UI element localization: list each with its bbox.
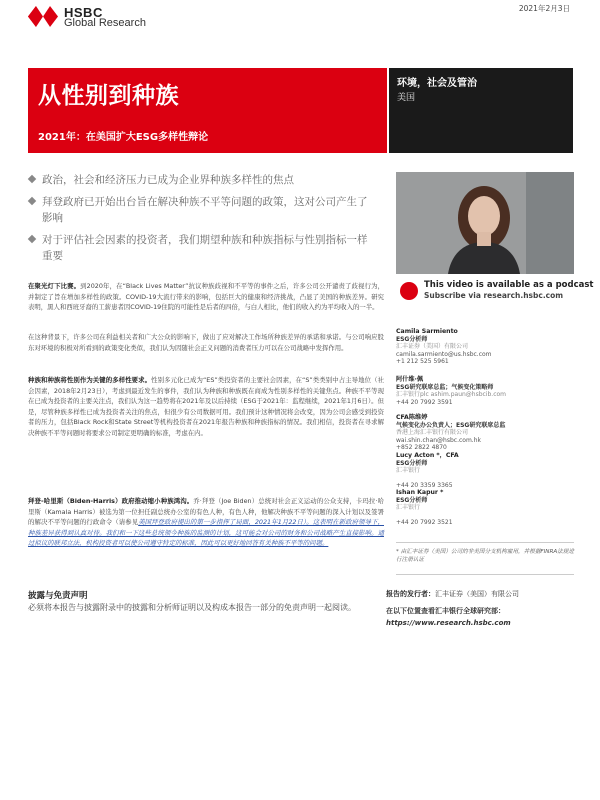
analyst-title: ESG分析师 [396,496,428,504]
divider [396,574,574,575]
paragraph-2: 在这种背景下，许多公司在利益相关者和广大公众的影响下，做出了应对解决工作场所种族差异的承诺和承诺。与公司响应股东对环境的积极对所看到的政策变化类似，我们认为因随社会正义问题的消费者压力可以在公司战略中发挥作用。 [28,333,384,352]
paragraph-1: 在聚光灯下比赛。到2020年，在“Black Lives Matter”抗议种族歧视和不平等的事件之后，许多公司公开谴责了歧视行为，并制定了旨在增加多样性的政策。COVID-19大流行带来的影响，包括巨大的健康和经济挑战，凸显了美国的种族差异。研究表明，黑人和西班牙裔的工薪患者因COVID-19住院的可能性是后者的四倍，与白人相比，他们的收入约为平均收入的一半。 [28,282,384,311]
analyst-firm: 汇丰银行 [396,467,421,475]
paragraph-3: 种族和种族将性别作为关键的多样性要求。性别多元化已成为“ES”类投资者的主要社会因素，在“S”类类别中占主导地位（社会因素，2018年2月23日），考虑到最近发生的事件，我们认为种族和种族既在商成为性别多样性的关键焦点。种族不平等现在已成为投资者的主要关注点，我们认为这一趋势将在2021年及以后持续（ESG于2021年：监程继续，2021年1月6日）。但是，尽管种族多样性已成为投资者关注的焦点，但很少有公司数据可用。我们预计这种情况将会改变，因为公司会感受到投资者的压力，包括Black Rock和State Street等机构投资者在2021年报告种族和种族指标的情况。我们相信，投资者在寻求解决种族不平等问题时将要求公司制定更明确的标准，考虑在内。 [28,376,384,437]
report-title: 从性别到种族 [38,83,179,109]
disclosure-heading: 披露与免责声明 [28,591,88,601]
analyst-card [396,328,576,366]
report-subtitle: 2021年：在美国扩大ESG多样性辩论 [38,132,209,143]
report-date: 2021年2月3日 [518,4,570,13]
diamond-bullet-icon [28,235,36,243]
analyst-title: ESG分析师 [396,459,428,467]
analyst-name: Lucy Acton *，CFA [396,452,459,459]
key-points [28,172,373,270]
analyst-card [396,376,576,406]
research-view-label: 在以下位置查看汇丰银行全球研究部： [386,607,505,615]
analyst-firm: 汇丰证券（美国）有限公司 [396,343,469,351]
analyst-name: CFA陈维婷 [396,414,428,421]
analyst-card [396,489,576,526]
analyst-name: Ishan Kapur * [396,489,444,496]
research-url-link[interactable]: https://www.research.hsbc.com [386,619,511,627]
analyst-name: 阿什维·佩 [396,376,424,383]
key-point: 政治，社会和经济压力已成为企业界种族多样性的焦点 [28,172,373,188]
analyst-title: ESG研究联席总监；气候变化策略师 [396,383,494,391]
analyst-name: Camila Sarmiento [396,328,458,335]
podcast-subscribe-link[interactable]: Subscribe via research.hsbc.com [424,291,564,300]
analyst-title: ESG分析师 [396,335,428,343]
analyst-phone: +1 212 525 5961 [396,358,449,366]
podcast-title: This video is available as a podcast [424,280,594,290]
analyst-phone: +44 20 7992 3591 [396,398,453,406]
brand-name: HSBC [64,5,103,20]
key-point: 拜登政府已开始出台旨在解决种族不平等问题的政策，这对公司产生了影响 [28,194,373,226]
diamond-bullet-icon [28,197,36,205]
podcast-icon [400,282,418,300]
diamond-bullet-icon [28,175,36,183]
footnote: * 由汇丰证券（美国）公司的非美国分支机构雇用，并根据FINRA法规进行注册认证 [396,549,574,563]
analyst-email[interactable]: wai.shin.chan@hsbc.com.hk [396,436,481,444]
issuer-value: 汇丰证券（美国）有限公司 [435,590,519,598]
analyst-firm: 香港上海汇丰银行有限公司 [396,429,469,437]
paragraph-heading: 拜登-哈里斯（Biden-Harris）政府推动缩小种族鸿沟。 [28,497,194,505]
disclosure-text: 必须将本报告与披露附录中的披露和分析师证明以及构成本报告一部分的免责声明一起阅读。 [28,603,356,612]
paragraph-heading: 种族和种族将性别作为关键的多样性要求。 [28,376,152,384]
analyst-firm[interactable]: 汇丰银行plc ashim.paun@hsbcib.com [396,391,507,399]
report-link[interactable]: 美国拜登政府提出的第一步指挥了局面，2021年1月22日）。这表明在新政府领导下，种族差异获得到认真对待。我们和一下这些总统领今种族的监测的计划，这可能会对公司的财务和公司战略产生直接影响。通过拟议的联邦立法，机构投资者可以使公司遵守特定的标准，因此可以更好地回答有关种族不平等的问题。 [28,518,384,547]
paragraph-4: 拜登-哈里斯（Biden-Harris）政府推动缩小种族鸿沟。乔·拜登（Joe Biden）总统对社会正义运动的公众支持，卡玛拉·哈里斯（Kamala Harris）被选为第一位担任副总统办公室的有色人种，有色人种，他解决种族不平等问题的深入计划以及签署的解决不平等问题的行政命令（请参见美国拜登政府提出的第一步指挥了局面，2021年1月22日）。这表明在新政府领导下，种族差异获得到认真对待。我们和一下这些总统领今种族的监测的计划，这可能会对公司的财务和公司战略产生直接影响。通过拟议的联邦立法，机构投资者可以使公司遵守特定的标准，因此可以更好地回答有关种族不平等的问题。 [28,497,384,547]
divider [396,542,574,543]
issuer-line [386,589,519,599]
sector-label: 环境，社会及管治 [397,78,477,89]
analyst-firm: 汇丰银行 [396,504,421,512]
analyst-email[interactable]: camila.sarmiento@us.hsbc.com [396,350,492,358]
hsbc-logo-icon [28,6,58,27]
analyst-phone: +44 20 3359 3365 [396,481,453,489]
analyst-card [396,452,576,489]
analyst-phone: +44 20 7992 3521 [396,518,453,526]
analyst-video-thumbnail[interactable] [396,172,574,274]
key-point: 对于评估社会因素的投资者，我们期望种族和种族指标与性别指标一样重要 [28,232,373,264]
region-label: 美国 [397,93,416,103]
issuer-label: 报告的发行者： [386,590,435,598]
analyst-phone: +852 2822 4870 [396,444,447,452]
analyst-title: 气候变化办公负责人；ESG研究联席总监 [396,421,506,429]
paragraph-heading: 在聚光灯下比赛。 [28,282,81,290]
brand-division: Global Research [64,17,146,29]
analyst-card [396,414,576,452]
